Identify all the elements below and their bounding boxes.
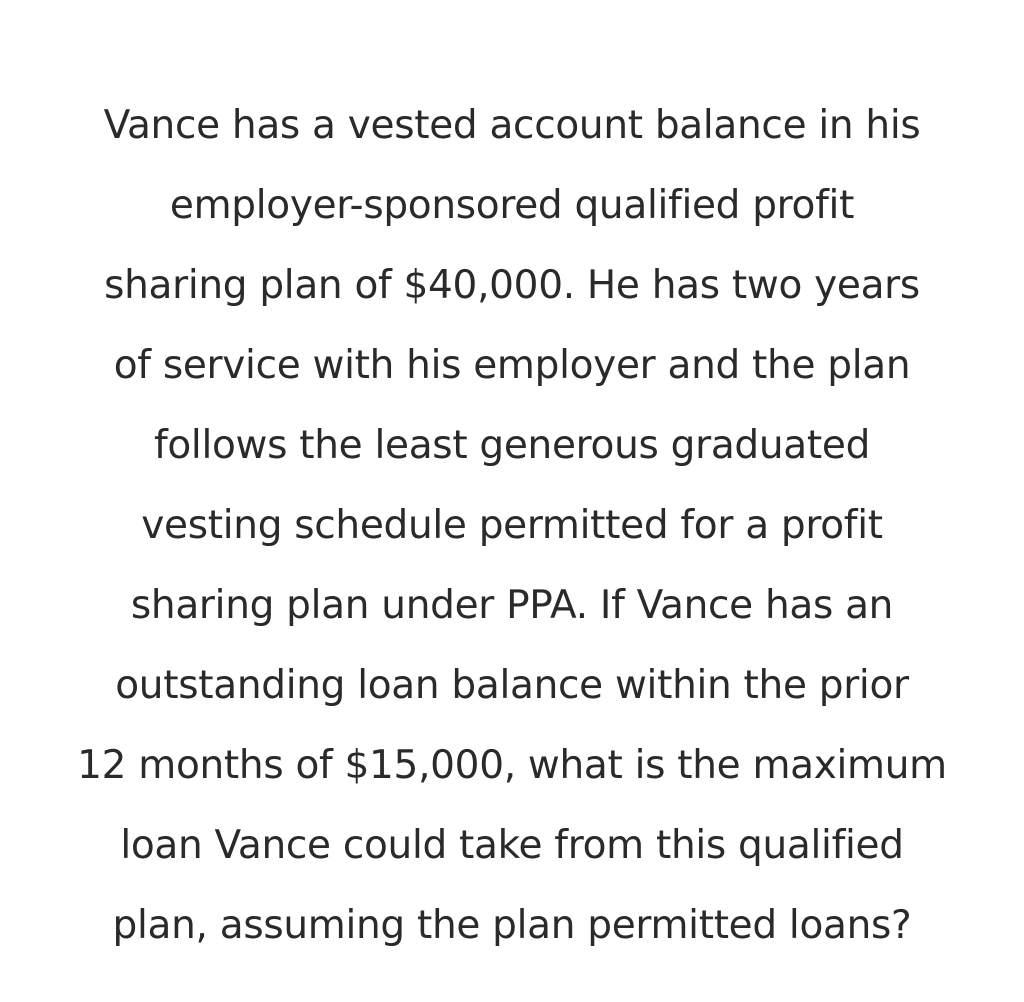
question-line: vesting schedule permitted for a profit [141,503,883,548]
question-line: outstanding loan balance within the prior [115,663,909,708]
question-line: sharing plan of $40,000. He has two years [104,263,920,308]
question-line: of service with his employer and the plan [113,343,911,388]
question-line: Vance has a vested account balance in his [103,103,921,148]
question-line: loan Vance could take from this qualified [120,823,904,868]
question-line: 12 months of $15,000, what is the maximum [77,743,947,788]
question-line: sharing plan under PPA. If Vance has an [130,583,894,628]
question-line: follows the least generous graduated [153,423,871,468]
question-line: employer-sponsored qualified profit [169,183,855,228]
question-text [0,86,1024,966]
question-line: plan, assuming the plan permitted loans? [112,903,912,948]
